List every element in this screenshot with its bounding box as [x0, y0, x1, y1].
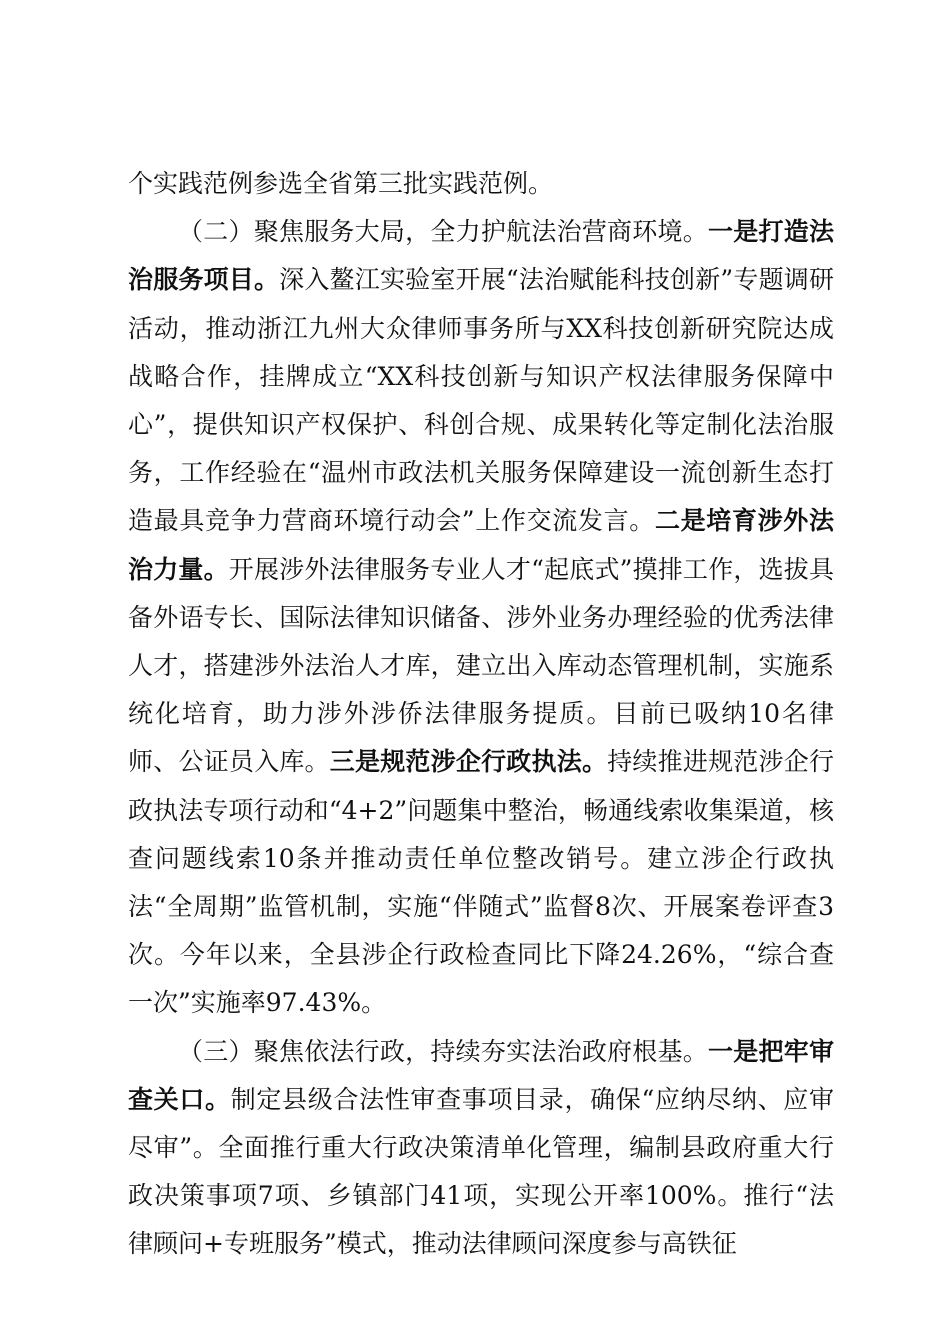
text-run: 制定县级合法性审查事项目录，确保“应纳尽纳、应审尽审”。全面推行重大行政决策清单化管理，编制县政府重大行政决策事项7项、乡镇部门41项，实现公开率100%。推行“法律顾问+专班服务”模式，推动法律顾问深度参与高铁征 — [128, 1084, 834, 1259]
paragraph-3 — [128, 1028, 834, 1269]
section-heading-2: （二）聚焦服务大局，全力护航法治营商环境。 — [178, 217, 709, 247]
text-run: 个实践范例参选全省第三批实践范例。 — [128, 169, 554, 198]
paragraph-1 — [128, 160, 834, 208]
body-text — [128, 160, 834, 1269]
bold-lead-1: 一是打造法治服务项目。 — [128, 217, 834, 295]
bold-lead-1: 一是把牢审查关口。 — [128, 1036, 834, 1114]
bold-lead-3: 三是规范涉企行政执法。 — [329, 747, 608, 777]
bold-lead-2: 二是培育涉外法治力量。 — [128, 506, 834, 584]
text-run: 持续推进规范涉企行政执法专项行动和“4+2”问题集中整治，畅通线索收集渠道，核查问题线索10条并推动责任单位整改销号。建立涉企行政执法“全周期”监管机制，实施“伴随式”监督8次、开展案卷评查3次。今年以来，全县涉企行政检查同比下降24.26%，“综合查一次”实施率97.43%。 — [128, 747, 834, 1018]
text-run: 深入鳌江实验室开展“法治赋能科技创新”专题调研活动，推动浙江九州大众律师事务所与XX科技创新研究院达成战略合作，挂牌成立“XX科技创新与知识产权法律服务保障中心”，提供知识产权保护、科创合规、成果转化等定制化法治服务，工作经验在“温州市政法机关服务保障建设一流创新生态打造最具竞争力营商环境行动会”上作交流发言。 — [128, 265, 834, 536]
section-heading-3: （三）聚焦依法行政，持续夯实法治政府根基。 — [178, 1036, 709, 1066]
text-run: 开展涉外法律服务专业人才“起底式”摸排工作，选拔具备外语专长、国际法律知识储备、涉外业务办理经验的优秀法律人才，搭建涉外法治人才库，建立出入库动态管理机制，实施系统化培育，助力涉外涉侨法律服务提质。目前已吸纳10名律师、公证员入库。 — [128, 554, 834, 777]
paragraph-2 — [128, 208, 834, 1027]
